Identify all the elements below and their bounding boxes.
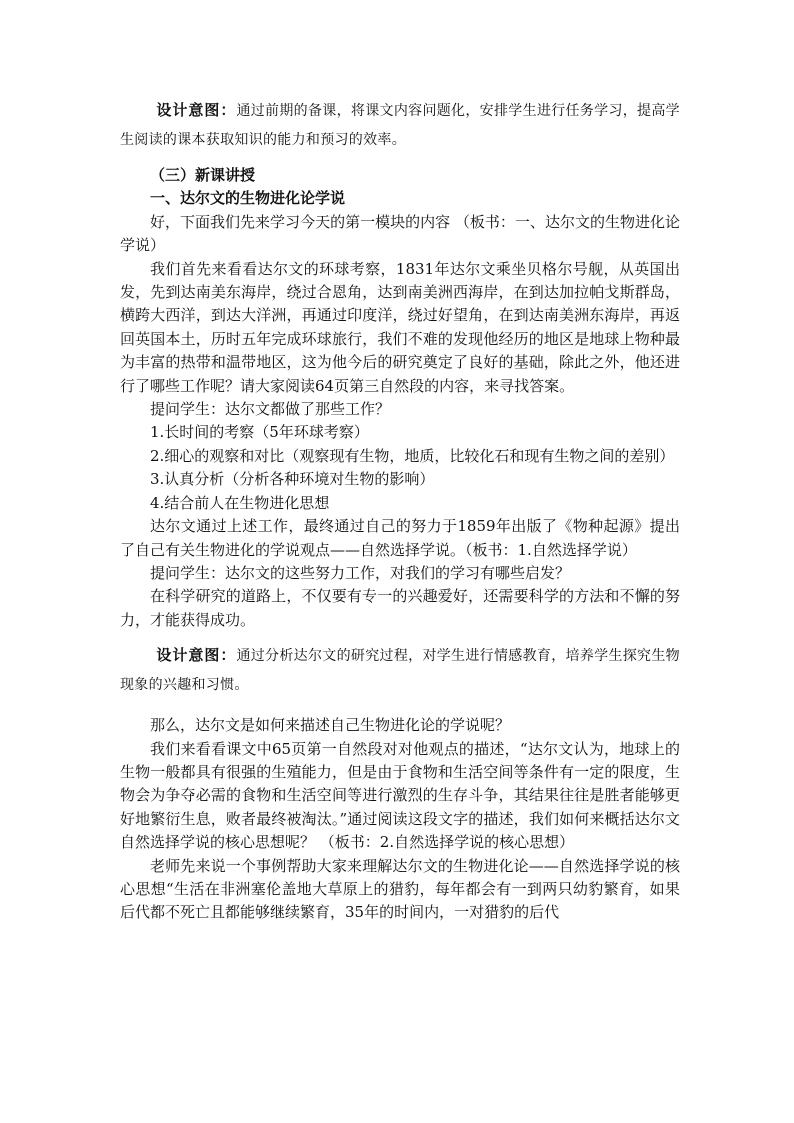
design-intent-1 [120, 96, 680, 155]
section-subtitle: 一、达尔文的生物进化论学说 [150, 189, 346, 208]
paragraph: 那么，达尔文是如何来描述自己生物进化论的学说呢？ [150, 716, 511, 735]
paragraph: 我们来看看课文中65页第一自然段对对他观点的描述，“达尔文认为，地球上的生物一般都具有很强的生殖能力，但是由于食物和生活空间等条件有一定的限度，生物会为争夺必需的食物和生活空间等进行激烈的生存斗争，其结果往往是胜者能够更好地繁衍生息，败者最终被淘汰。”通过阅读这段文字的描述，我们如何来概括达尔文自然选择学说的核心思想呢？ （板书：2.自然选择学说的核心思想） [120, 739, 680, 852]
paragraph: 提问学生：达尔文的这些努力工作，对我们的学习有哪些启发？ [150, 563, 571, 582]
paragraph: 达尔文通过上述工作，最终通过自己的努力于1859年出版了《物种起源》提出了自己有关生物进化的学说观点——自然选择学说。（板书：1.自然选择学说） [120, 517, 680, 559]
paragraph: 好，下面我们先来学习今天的第一模块的内容 （板书：一、达尔文的生物进化论学说） [120, 212, 680, 255]
paragraph: 老师先来说一个事例帮助大家来理解达尔文的生物进化论——自然选择学说的核心思想“生活在非洲塞伦盖地大草原上的猎豹，每年都会有一到两只幼豹繁育，如果后代都不死亡且都能够继续繁育，35年的时间内，一对猎豹的后代 [120, 856, 680, 922]
list-item: 4.结合前人在生物进化思想 [150, 493, 330, 512]
design-intent-text: 通过前期的备课，将课文内容问题化，安排学生进行任务学习，提高学生阅读的课本获取知识的能力和预习的效率。 [120, 103, 680, 148]
design-intent-text: 通过分析达尔文的研究过程，对学生进行情感教育，培养学生探究生物现象的兴趣和习惯。 [120, 648, 680, 694]
list-item: 1.长时间的考察（5年环球考察） [150, 423, 369, 442]
paragraph: 我们首先来看看达尔文的环球考察，1831年达尔文乘坐贝格尔号舰，从英国出发，先到达南美东海岸，绕过合恩角，达到南美洲西海岸，在到达加拉帕戈斯群岛，横跨大西洋，到达大洋洲，再通过印度洋，绕过好望角，在到达南美洲东海岸，再返回英国本土，历时五年完成环球旅行，我们不难的发现他经历的地区是地球上物种最为丰富的热带和温带地区，这为他今后的研究奠定了良好的基础，除此之外，他还进行了哪些工作呢？请大家阅读64页第三自然段的内容，来寻找答案。 [120, 259, 680, 395]
list-item: 3.认真分析（分析各种环境对生物的影响） [150, 470, 435, 489]
design-intent-2 [120, 641, 680, 700]
section-title: （三）新课讲授 [150, 166, 256, 184]
paragraph: 在科学研究的道路上，不仅要有专一的兴趣爱好，还需要科学的方法和不懈的努力，才能获得成功。 [120, 587, 680, 629]
list-item: 2.细心的观察和对比（观察现有生物，地质，比较化石和现有生物之间的差别） [150, 446, 675, 465]
paragraph: 提问学生：达尔文都做了那些工作？ [150, 400, 391, 419]
design-intent-label: 设计意图： [156, 646, 237, 665]
design-intent-label: 设计意图： [156, 101, 237, 119]
document-body [120, 96, 680, 925]
